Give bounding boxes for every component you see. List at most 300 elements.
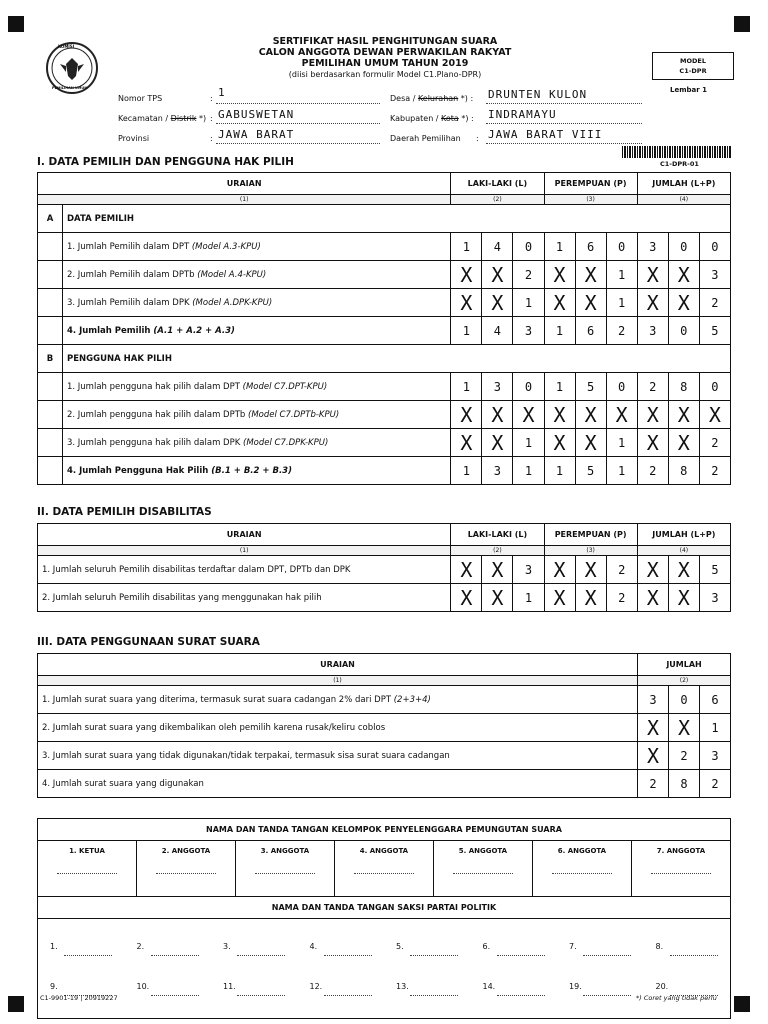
entry-cell: X <box>668 556 699 584</box>
saksi-slot[interactable] <box>471 969 558 1009</box>
entry-cell: 3 <box>637 317 668 345</box>
entry-cell: 2 <box>513 261 544 289</box>
entry-cell: X <box>451 584 482 612</box>
desa-value: DRUNTEN KULON <box>488 88 588 101</box>
colon: : <box>476 134 479 143</box>
kab-value: INDRAMAYU <box>488 108 557 121</box>
saksi-slot[interactable] <box>125 969 212 1009</box>
entry-cell: X <box>699 401 730 429</box>
entry-cell: 3 <box>513 317 544 345</box>
entry-cell: 2 <box>606 584 637 612</box>
model-box <box>652 52 734 80</box>
role-label: 1. KETUA <box>69 847 105 855</box>
signature-line <box>151 955 199 956</box>
entry-cell: X <box>669 714 700 742</box>
table-signatures <box>37 818 731 1019</box>
saksi-slot[interactable] <box>298 929 385 969</box>
dotted-line <box>216 123 380 124</box>
entry-cell: X <box>575 556 606 584</box>
col-uraian: URAIAN <box>38 654 638 676</box>
row-label <box>62 429 450 457</box>
model-code: C1-DPR <box>679 67 707 75</box>
role-label: 5. ANGGOTA <box>458 847 508 855</box>
saksi-number: 5. <box>396 941 404 951</box>
row-ref: (2+3+4) <box>393 694 431 705</box>
row-ref: (B.1 + B.2 + B.3) <box>211 465 292 476</box>
table-row <box>38 584 731 612</box>
entry-cell: X <box>668 584 699 612</box>
entry-cell: 2 <box>669 742 700 770</box>
entry-cell: X <box>638 714 669 742</box>
colon: : <box>210 94 213 103</box>
entry-cell: X <box>637 429 668 457</box>
row-ref: (Model A.DPK-KPU) <box>192 297 273 308</box>
row-label <box>38 770 638 798</box>
entry-cell: X <box>637 584 668 612</box>
role-label: 7. ANGGOTA <box>656 847 706 855</box>
saksi-number: 12. <box>309 981 323 991</box>
entry-cell: 3 <box>513 556 544 584</box>
signature-line <box>410 955 458 956</box>
entry-cell: 1 <box>544 373 575 401</box>
dotted-line <box>216 103 380 104</box>
table-row <box>38 373 731 401</box>
entry-cell: 1 <box>606 429 637 457</box>
saksi-slot[interactable] <box>557 969 644 1009</box>
signature-line <box>156 873 216 874</box>
saksi-number: 19. <box>569 981 582 991</box>
entry-cell: 1 <box>606 261 637 289</box>
saksi-slot[interactable] <box>125 929 212 969</box>
barcode-code: C1-DPR-01 <box>660 160 699 168</box>
table-row <box>38 317 731 345</box>
entry-cell: 2 <box>637 457 668 485</box>
spacer-cell <box>38 233 63 261</box>
row-text: 1. Jumlah pengguna hak pilih dalam DPT <box>66 381 243 392</box>
signature-line <box>354 873 414 874</box>
entry-cell: X <box>637 401 668 429</box>
model-label: MODEL <box>680 57 706 65</box>
signature-line <box>410 995 458 996</box>
col-laki: LAKI-LAKI (L) <box>451 173 544 195</box>
spacer-cell <box>38 261 63 289</box>
table-row <box>38 429 731 457</box>
section-b: B <box>38 345 63 373</box>
col-num: (1) <box>38 195 451 205</box>
col-jumlah: JUMLAH (L+P) <box>637 173 730 195</box>
entry-cell: X <box>482 289 513 317</box>
saksi-slot[interactable] <box>38 969 125 1009</box>
saksi-number: 3. <box>223 941 231 951</box>
signature-box[interactable] <box>334 841 433 897</box>
signature-line <box>324 955 372 956</box>
entry-cell: 3 <box>699 742 730 770</box>
table-disabilitas <box>37 523 731 612</box>
spacer-cell <box>38 317 63 345</box>
spacer-cell <box>38 373 63 401</box>
col-uraian: URAIAN <box>38 173 451 195</box>
role-label: 2. ANGGOTA <box>161 847 211 855</box>
entry-cell: 1 <box>513 457 544 485</box>
sig-title: NAMA DAN TANDA TANGAN KELOMPOK PENYELENGGARA PEMUNGUTAN SUARA <box>38 819 731 841</box>
entry-cell: X <box>668 289 699 317</box>
dotted-line <box>486 123 642 124</box>
entry-cell: 2 <box>637 373 668 401</box>
saksi-number: 20. <box>655 981 669 991</box>
signature-line <box>497 995 545 996</box>
saksi-number: 7. <box>569 941 577 951</box>
table-row <box>38 233 731 261</box>
section-a-title: DATA PEMILIH <box>62 205 730 233</box>
signature-line <box>670 955 718 956</box>
entry-cell: 6 <box>575 317 606 345</box>
saksi-slot[interactable] <box>644 969 731 1009</box>
saksi-slot[interactable] <box>644 929 731 969</box>
entry-cell: X <box>482 556 513 584</box>
table-row <box>38 742 731 770</box>
saksi-number: 2. <box>136 941 145 951</box>
col-num: (4) <box>637 546 730 556</box>
entry-cell: 1 <box>606 289 637 317</box>
row-label <box>38 742 638 770</box>
signature-line <box>237 955 285 956</box>
entry-cell: 5 <box>575 373 606 401</box>
signature-line <box>453 873 513 874</box>
section2-title: II. DATA PEMILIH DISABILITAS <box>37 506 212 518</box>
signature-line <box>651 873 711 874</box>
entry-cell: 0 <box>669 686 700 714</box>
entry-cell: X <box>544 429 575 457</box>
saksi-number: 6. <box>482 941 491 951</box>
entry-cell: X <box>668 429 699 457</box>
section1-title: I. DATA PEMILIH DAN PENGGUNA HAK PILIH <box>37 156 294 168</box>
saksi-slot[interactable] <box>211 969 298 1009</box>
saksi-number: 1. <box>50 941 58 951</box>
row-ref: (Model C7.DPK-KPU) <box>243 437 329 448</box>
signature-line <box>324 995 372 996</box>
col-perempuan: PEREMPUAN (P) <box>544 173 637 195</box>
entry-cell: 0 <box>668 317 699 345</box>
col-num: (2) <box>451 546 544 556</box>
entry-cell: 0 <box>606 373 637 401</box>
row-text: 2. Jumlah seluruh Pemilih disabilitas yang menggunakan hak pilih <box>42 592 322 603</box>
entry-cell: 1 <box>699 714 730 742</box>
entry-cell: X <box>638 742 669 770</box>
saksi-slot[interactable] <box>384 929 471 969</box>
entry-cell: 2 <box>606 556 637 584</box>
row-ref: (Model A.4-KPU) <box>197 269 267 280</box>
saksi-slot[interactable] <box>557 929 644 969</box>
entry-cell: 8 <box>669 770 700 798</box>
corner-mark <box>8 996 24 1012</box>
col-num: (3) <box>544 546 637 556</box>
saksi-number: 4. <box>309 941 318 951</box>
entry-cell: 0 <box>606 233 637 261</box>
entry-cell: X <box>668 261 699 289</box>
entry-cell: X <box>575 401 606 429</box>
col-perempuan: PEREMPUAN (P) <box>544 524 637 546</box>
prov-label: Provinsi <box>118 134 150 143</box>
entry-cell: X <box>513 401 544 429</box>
col-num: (1) <box>38 546 451 556</box>
col-uraian: URAIAN <box>38 524 451 546</box>
signature-box[interactable] <box>631 841 730 897</box>
saksi-slot[interactable] <box>298 969 385 1009</box>
saksi-title: NAMA DAN TANDA TANGAN SAKSI PARTAI POLITIK <box>38 897 731 919</box>
entry-cell: X <box>544 289 575 317</box>
col-jumlah: JUMLAH <box>638 654 731 676</box>
signature-line <box>583 995 631 996</box>
entry-cell: X <box>451 401 482 429</box>
entry-cell: 3 <box>637 233 668 261</box>
section-b-title: PENGGUNA HAK PILIH <box>62 345 730 373</box>
signature-line <box>57 873 117 874</box>
entry-cell: 1 <box>513 429 544 457</box>
row-label <box>62 401 450 429</box>
entry-cell: 5 <box>575 457 606 485</box>
col-num: (1) <box>38 676 638 686</box>
row-text: 2. Jumlah Pemilih dalam DPTb <box>66 269 198 280</box>
lembar: Lembar 1 <box>670 86 707 94</box>
kab-label: Kabupaten / Kota *) : <box>390 114 474 123</box>
entry-cell: 3 <box>699 584 730 612</box>
row-ref: (Model C7.DPTb-KPU) <box>248 409 340 420</box>
row-text: 2. Jumlah pengguna hak pilih dalam DPTb <box>66 409 249 420</box>
saksi-slot[interactable] <box>471 929 558 969</box>
entry-cell: 2 <box>638 770 669 798</box>
entry-cell: X <box>451 289 482 317</box>
entry-cell: 0 <box>699 373 730 401</box>
entry-cell: X <box>482 261 513 289</box>
role-label: 6. ANGGOTA <box>557 847 607 855</box>
entry-cell: 1 <box>606 457 637 485</box>
table-row <box>38 556 731 584</box>
signature-box[interactable] <box>136 841 235 897</box>
saksi-grid <box>38 929 730 1009</box>
entry-cell: 3 <box>482 457 513 485</box>
entry-cell: 5 <box>699 317 730 345</box>
entry-cell: 6 <box>699 686 730 714</box>
row-text: 3. Jumlah Pemilih dalam DPK <box>66 297 193 308</box>
entry-cell: X <box>575 429 606 457</box>
row-text: 1. Jumlah seluruh Pemilih disabilitas terdaftar dalam DPT, DPTb dan DPK <box>42 564 351 575</box>
signature-line <box>552 873 612 874</box>
entry-cell: 1 <box>513 584 544 612</box>
kec-value: GABUSWETAN <box>218 108 295 121</box>
entry-cell: 0 <box>699 233 730 261</box>
dotted-line <box>486 143 642 144</box>
signature-line <box>151 995 199 996</box>
row-label <box>38 686 638 714</box>
dapil-value: JAWA BARAT VIII <box>488 128 603 141</box>
row-text: 2. Jumlah surat suara yang dikembalikan oleh pemilih karena rusak/keliru coblos <box>42 722 386 733</box>
dapil-label: Daerah Pemilihan <box>390 134 461 143</box>
signature-box[interactable] <box>235 841 334 897</box>
section-a: A <box>38 205 63 233</box>
col-jumlah: JUMLAH (L+P) <box>637 524 730 546</box>
entry-cell: 2 <box>699 429 730 457</box>
table-row <box>38 401 731 429</box>
entry-cell: 4 <box>482 233 513 261</box>
entry-cell: X <box>637 289 668 317</box>
entry-cell: 0 <box>513 373 544 401</box>
entry-cell: 1 <box>544 457 575 485</box>
barcode <box>622 146 732 158</box>
saksi-number: 13. <box>396 981 409 991</box>
saksi-number: 14. <box>482 981 496 991</box>
header <box>200 36 570 80</box>
spacer-cell <box>38 429 63 457</box>
row-text: 4. Jumlah surat suara yang digunakan <box>42 778 204 789</box>
entry-cell: 2 <box>606 317 637 345</box>
section3-title: III. DATA PENGGUNAAN SURAT SUARA <box>37 636 260 648</box>
row-ref: (Model C7.DPT-KPU) <box>242 381 328 392</box>
row-label <box>62 261 450 289</box>
col-num: (3) <box>544 195 637 205</box>
entry-cell: 3 <box>482 373 513 401</box>
row-text: 1. Jumlah surat suara yang diterima, termasuk surat suara cadangan 2% dari DPT <box>42 694 394 705</box>
desa-label: Desa / Kelurahan *) : <box>390 94 474 103</box>
row-text: 3. Jumlah surat suara yang tidak digunakan/tidak terpakai, termasuk sisa surat suara cadangan <box>42 750 450 761</box>
row-text: 4. Jumlah Pengguna Hak Pilih <box>66 465 212 476</box>
corner-mark <box>734 16 750 32</box>
entry-cell: 8 <box>668 457 699 485</box>
colon: : <box>210 134 213 143</box>
entry-cell: X <box>544 584 575 612</box>
logo-text-top: KOMISI <box>58 44 75 49</box>
row-label <box>38 714 638 742</box>
table-data-pemilih <box>37 172 731 485</box>
dotted-line <box>486 103 642 104</box>
tps-label: Nomor TPS <box>118 94 163 103</box>
row-label <box>62 457 450 485</box>
table-row <box>38 686 731 714</box>
spacer-cell <box>38 457 63 485</box>
header-line2: CALON ANGGOTA DEWAN PERWAKILAN RAKYAT <box>258 47 512 58</box>
entry-cell: X <box>451 429 482 457</box>
role-label: 3. ANGGOTA <box>260 847 310 855</box>
saksi-slot[interactable] <box>384 969 471 1009</box>
entry-cell: X <box>544 261 575 289</box>
entry-cell: 4 <box>482 317 513 345</box>
row-text: 1. Jumlah Pemilih dalam DPT <box>66 241 192 252</box>
entry-cell: 1 <box>513 289 544 317</box>
saksi-number: 8. <box>655 941 664 951</box>
table-row <box>38 714 731 742</box>
row-ref: (A.1 + A.2 + A.3) <box>153 325 235 336</box>
entry-cell: 1 <box>544 317 575 345</box>
entry-cell: X <box>637 556 668 584</box>
table-row <box>38 770 731 798</box>
entry-cell: X <box>575 289 606 317</box>
row-text: 4. Jumlah Pemilih <box>66 325 154 336</box>
signature-line <box>497 955 545 956</box>
row-text: 3. Jumlah pengguna hak pilih dalam DPK <box>66 437 243 448</box>
entry-cell: 1 <box>451 457 482 485</box>
signature-box[interactable] <box>532 841 631 897</box>
table-row <box>38 289 731 317</box>
entry-cell: X <box>606 401 637 429</box>
entry-cell: 8 <box>668 373 699 401</box>
signature-line <box>64 955 112 956</box>
saksi-number: 11. <box>223 981 236 991</box>
header-line1: SERTIFIKAT HASIL PENGHITUNGAN SUARA <box>272 36 498 47</box>
row-label <box>62 289 450 317</box>
prov-value: JAWA BARAT <box>218 128 295 141</box>
entry-cell: X <box>482 401 513 429</box>
corner-mark <box>8 16 24 32</box>
entry-cell: 1 <box>451 373 482 401</box>
signature-line <box>237 995 285 996</box>
entry-cell: 0 <box>513 233 544 261</box>
entry-cell: 1 <box>451 233 482 261</box>
col-num: (4) <box>637 195 730 205</box>
colon: : <box>210 114 213 123</box>
entry-cell: X <box>637 261 668 289</box>
entry-cell: 2 <box>699 770 730 798</box>
col-num: (2) <box>638 676 731 686</box>
signature-box[interactable] <box>433 841 532 897</box>
row-label <box>62 373 450 401</box>
entry-cell: X <box>544 401 575 429</box>
entry-cell: 1 <box>451 317 482 345</box>
entry-cell: 1 <box>544 233 575 261</box>
signature-box[interactable] <box>38 841 137 897</box>
saksi-number: 10. <box>136 981 150 991</box>
row-ref: (Model A.3-KPU) <box>191 241 261 252</box>
header-line4: (diisi berdasarkan formulir Model C1.Plano-DPR) <box>288 70 482 79</box>
logo-text-bottom: PEMILIHAN UMUM <box>52 86 88 90</box>
entry-cell: 5 <box>699 556 730 584</box>
entry-cell: X <box>575 584 606 612</box>
entry-cell: 3 <box>699 261 730 289</box>
row-label <box>38 584 451 612</box>
footer-note: *) Coret yang tidak perlu <box>636 994 717 1002</box>
signature-line <box>255 873 315 874</box>
table-surat-suara <box>37 653 731 798</box>
row-label <box>62 233 450 261</box>
role-label: 4. ANGGOTA <box>359 847 409 855</box>
entry-cell: X <box>544 556 575 584</box>
dotted-line <box>216 143 380 144</box>
entry-cell: 0 <box>668 233 699 261</box>
entry-cell: 2 <box>699 457 730 485</box>
header-line3: PEMILIHAN UMUM TAHUN 2019 <box>301 58 469 69</box>
table-row <box>38 261 731 289</box>
footer-code: C1-9901-19 | 20919227 <box>40 994 118 1002</box>
entry-cell: X <box>575 261 606 289</box>
entry-cell: 2 <box>699 289 730 317</box>
entry-cell: 6 <box>575 233 606 261</box>
signature-line <box>583 955 631 956</box>
row-label <box>62 317 450 345</box>
saksi-slot[interactable] <box>211 929 298 969</box>
corner-mark <box>734 996 750 1012</box>
spacer-cell <box>38 401 63 429</box>
saksi-slot[interactable] <box>38 929 125 969</box>
entry-cell: X <box>482 584 513 612</box>
entry-cell: X <box>451 556 482 584</box>
entry-cell: 3 <box>638 686 669 714</box>
entry-cell: X <box>451 261 482 289</box>
tps-value: 1 <box>218 86 226 99</box>
row-label <box>38 556 451 584</box>
col-num: (2) <box>451 195 544 205</box>
col-laki: LAKI-LAKI (L) <box>451 524 544 546</box>
entry-cell: X <box>668 401 699 429</box>
spacer-cell <box>38 289 63 317</box>
entry-cell: X <box>482 429 513 457</box>
